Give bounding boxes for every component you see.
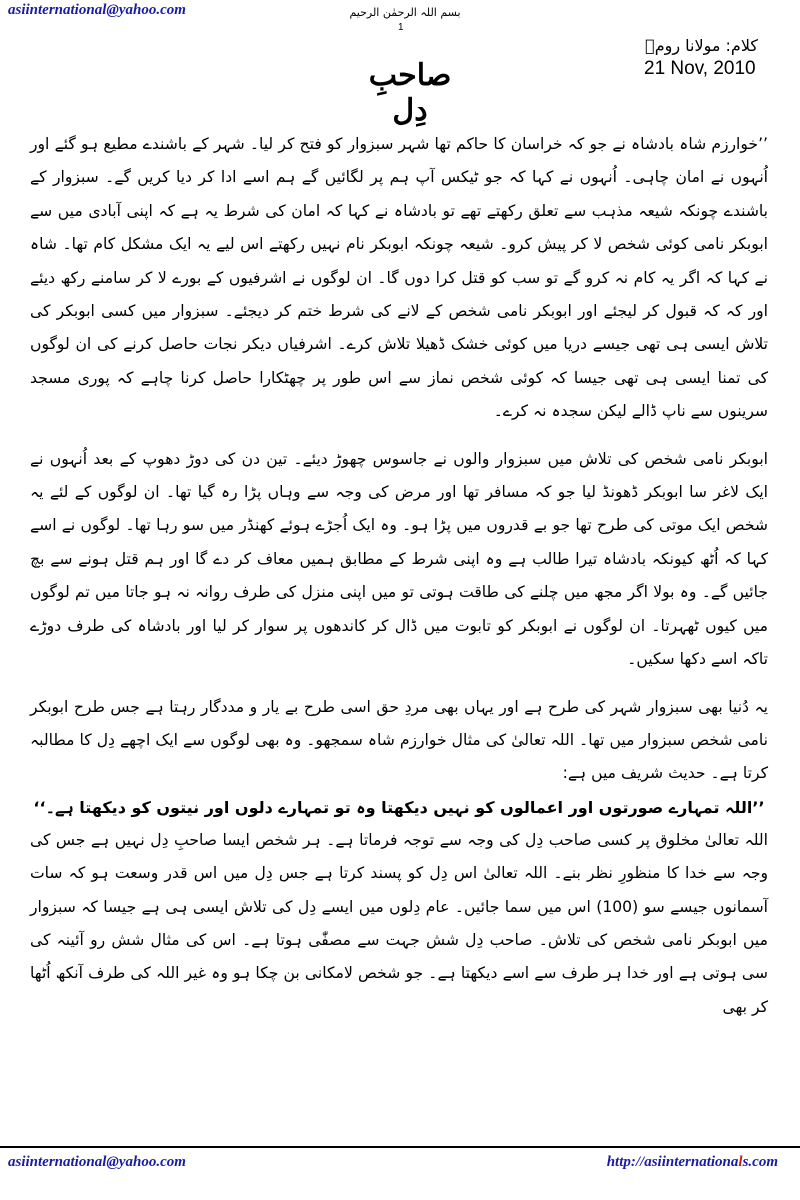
website-link[interactable]	[607, 1154, 778, 1171]
footer-divider	[0, 1146, 800, 1148]
paragraph: اللہ تعالیٰ مخلوق پر کسی صاحب دِل کی وجہ سے توجہ فرماتا ہے۔ ہر شخص ایسا صاحبِ دِل نہیں ہے جس کی وجہ سے خدا کا منظورِ نظر بنے۔ اللہ تعالیٰ اس دِل کو پسند کرتا ہے جس دِل میں اس قدر وسعت ہو کہ سات آسمانوں جیسے سو (100) اس میں سما جائیں۔ عام دِلوں میں ایسے دِل کی تلاش ایسی ہی ہے جیسا کہ سبزوار میں ابوبکر نامی شخص کی تلاش۔ صاحب دِل شش جہت سے مصفّٰی ہوتا ہے۔ اس کی مثال شش رو آئینہ کی سی ہوتی ہے اور خدا ہر طرف سے اسے دیکھتا ہے۔ جو شخص لامکانی بن چکا ہو وہ غیر اللہ کی طرف آنکھ اُٹھا کر بھی	[30, 830, 769, 1016]
author-byline: کلام: مولانا رومؒ	[645, 36, 758, 55]
article-title: صاحبِ دِل	[368, 58, 452, 128]
paragraph: یہ دُنیا بھی سبزوار شہر کی طرح ہے اور یہاں بھی مردِ حق اسی طرح بے یار و مددگار رہتا ہے جس طرح ابوبکر نامی شخص سبزوار میں تھا۔ اللہ تعالیٰ کی مثال خوارزم شاہ سمجھو۔ وہ بھی لوگوں سے ایک اچھے دِل کا مطالبہ کرتا ہے۔ حدیث شریف میں ہے:	[30, 697, 768, 783]
hadith-quote: ’’اللہ تمہارے صورتوں اور اعمالوں کو نہیں دیکھتا وہ تو تمہارے دلوں اور نیتوں کو دیکھتا ہے۔‘‘	[33, 797, 765, 817]
footer-email: asiinternational@yahoo.com	[8, 1154, 186, 1170]
website-link-accent: l	[738, 1154, 743, 1170]
website-link-prefix: http://asiinternationa	[606, 1154, 739, 1170]
bismillah: بسم اللہ الرحمٰن الرحیم	[349, 6, 461, 19]
page-number: 1	[398, 22, 404, 33]
paragraph: ابوبکر نامی شخص کی تلاش میں سبزوار والوں نے جاسوس چھوڑ دیئے۔ تین دن کی دوڑ دھوپ کے بعد اُنہوں نے ایک لاغر سا ابوبکر ڈھونڈ لیا جو کہ مسافر تھا اور مرض کی وجہ سے وہاں پڑا رہ گیا تھا۔ ان لوگوں کے لئے یہ شخص ایک موتی کی طرح تھا جو بے قدروں میں پڑا ہو۔ وہ ایک اُجڑے ہوئے کھنڈر میں سو رہا تھا۔ لوگوں نے اسے کہا کہ اُٹھ کیونکہ بادشاہ تیرا طالب ہے وہ اپنی شرط کے مطابق ہمیں معاف کر دے گا اور ہم قتل ہونے سے بچ جائیں گے۔ وہ بولا اگر مجھ میں چلنے کی طاقت ہوتی تو میں اپنی منزل کی طرف روانہ نہ ہو جاتا میں تم لوگوں میں کیوں ٹھہرتا۔ ان لوگوں نے ابوبکر کو تابوت میں ڈال کر کاندھوں پر سوار کر لیا اور بادشاہ کی طرف دوڑے تاکہ اسے دکھا سکیں۔	[30, 449, 768, 669]
article-date: 21 Nov, 2010	[644, 58, 756, 79]
paragraph: ’’خوارزم شاہ بادشاہ نے جو کہ خراسان کا حاکم تھا شہر سبزوار کو فتح کر لیا۔ شہر کے باشندے مطیع ہو گئے اور اُنہوں نے امان چاہی۔ اُنہوں نے کہا کہ جو ٹیکس آپ ہم پر لگائیں گے ہم اسے ادا کر دیا کریں گے۔ سبزوار کے باشندے چونکہ شیعہ مذہب سے تعلق رکھتے تھے تو بادشاہ نے کہا کہ امان کی شرط یہ ہے کہ اپنی آبادی میں سے ابوبکر نامی کوئی شخص لا کر پیش کرو۔ شیعہ چونکہ ابوبکر نام نہیں رکھتے اس لیے یہ ایک مشکل کام تھا۔ شاہ نے کہا کہ اگر یہ کام نہ کرو گے تو سب کو قتل کرا دوں گا۔ ان لوگوں نے اشرفیوں کے بورے لا کر سامنے رکھ دیئے اور کہ کہ قبول کر لیجئے اور ابوبکر نامی شخص کے لانے کی شرط ختم کر دیجئے۔ سبزوار میں کسی ابوبکر کی تلاش ایسی ہی تھی جیسے دریا میں کوئی خشک ڈھیلا تلاش کرے۔ اشرفیاں دیکر نجات حاصل کرنے کی ان لوگوں کی تمنا ایسی ہی تھی جیسا کہ کوئی شخص نماز سے اس طور پر چھٹکارا حاصل کرنا چاہے کہ پوری مسجد سرینوں سے ناپ ڈالے لیکن سجدہ نہ کرے۔	[30, 135, 768, 421]
article-body	[30, 128, 768, 1024]
header-email: asiinternational@yahoo.com	[8, 2, 186, 18]
website-link-suffix: s.com	[742, 1154, 778, 1170]
